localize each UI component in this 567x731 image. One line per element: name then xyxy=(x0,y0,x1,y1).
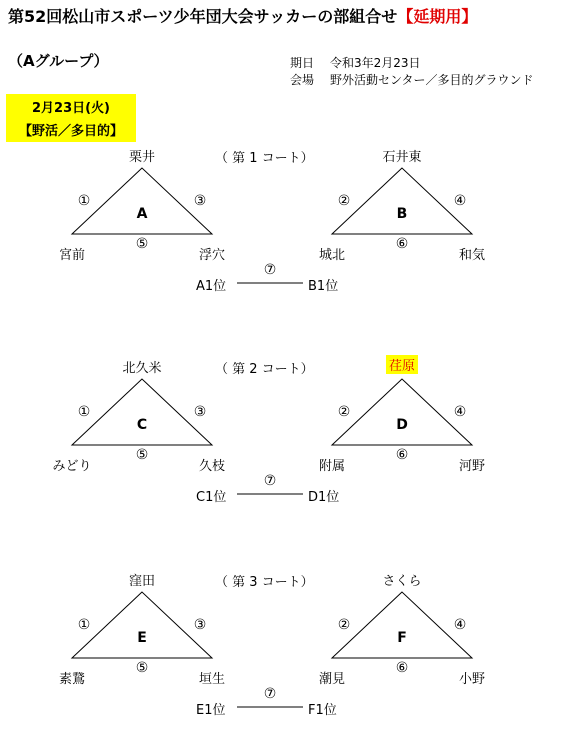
group-letter: E xyxy=(137,630,147,646)
team-bottom-left: 附属 xyxy=(318,459,346,474)
group-label: （Aグループ） xyxy=(8,52,109,70)
triangle-b xyxy=(332,168,472,234)
period-label: 期日 xyxy=(290,56,315,70)
team-bottom-left: 城北 xyxy=(318,248,346,263)
match-number: ③ xyxy=(193,193,207,209)
final-match-number: ⑦ xyxy=(263,473,277,489)
court-label-2: （ 第 2 コート） xyxy=(215,362,314,377)
title-main: 第52回松山市スポーツ少年団大会サッカーの部組合せ xyxy=(8,7,398,26)
match-number: ③ xyxy=(193,404,207,420)
match-number: ② xyxy=(337,404,351,420)
period-value: 令和3年2月23日 xyxy=(330,56,421,70)
final-right-rank: B1位 xyxy=(308,279,339,294)
team-top: 北久米 xyxy=(122,361,162,376)
final-match-number: ⑦ xyxy=(263,686,277,702)
match-number: ⑤ xyxy=(135,236,149,252)
final-left-rank: A1位 xyxy=(196,279,227,294)
match-number: ② xyxy=(337,193,351,209)
team-bottom-right: 垣生 xyxy=(198,672,226,687)
schedule-date: 2月23日(火) xyxy=(31,101,111,116)
team-bottom-left: 潮見 xyxy=(318,672,346,687)
group-letter: A xyxy=(136,206,148,222)
team-bottom-right: 小野 xyxy=(458,672,486,687)
team-top: 窪田 xyxy=(128,574,156,589)
match-number: ⑤ xyxy=(135,447,149,463)
team-top: さくら xyxy=(382,574,422,589)
team-top-highlighted: 荏原 xyxy=(386,355,418,374)
triangle-d xyxy=(332,379,472,445)
team-bottom-left: 宮前 xyxy=(58,248,86,263)
match-number: ① xyxy=(77,404,91,420)
group-letter: B xyxy=(396,206,408,222)
triangle-f xyxy=(332,592,472,658)
team-top: 石井東 xyxy=(382,150,422,165)
match-number: ④ xyxy=(453,617,467,633)
match-number: ⑥ xyxy=(395,236,409,252)
triangle-c xyxy=(72,379,212,445)
team-bottom-right: 和気 xyxy=(458,248,486,263)
final-left-rank: E1位 xyxy=(196,703,226,718)
venue-label: 会場 xyxy=(290,73,315,87)
final-right-rank: F1位 xyxy=(308,703,337,718)
match-number: ⑤ xyxy=(135,660,149,676)
final-right-rank: D1位 xyxy=(308,490,340,505)
group-letter: F xyxy=(397,630,407,646)
team-bottom-right: 久枝 xyxy=(198,459,226,474)
court-label-1: （ 第 1 コート） xyxy=(215,151,314,166)
match-number: ④ xyxy=(453,193,467,209)
title-highlight: 【延期用】 xyxy=(397,7,478,26)
final-left-rank: C1位 xyxy=(196,490,227,505)
group-letter: C xyxy=(136,417,148,433)
match-number: ⑥ xyxy=(395,660,409,676)
match-number: ④ xyxy=(453,404,467,420)
schedule-place: 【野活／多目的】 xyxy=(18,124,123,139)
team-bottom-left: みどり xyxy=(52,459,92,474)
match-number: ③ xyxy=(193,617,207,633)
team-bottom-left: 素鵞 xyxy=(58,672,86,687)
court-label-3: （ 第 3 コート） xyxy=(215,575,314,590)
match-number: ① xyxy=(77,193,91,209)
match-number: ② xyxy=(337,617,351,633)
team-top: 栗井 xyxy=(128,150,156,165)
group-letter: D xyxy=(396,417,408,433)
final-match-number: ⑦ xyxy=(263,262,277,278)
match-number: ① xyxy=(77,617,91,633)
triangle-e xyxy=(72,592,212,658)
match-number: ⑥ xyxy=(395,447,409,463)
triangle-a xyxy=(72,168,212,234)
team-bottom-right: 浮穴 xyxy=(198,248,226,263)
venue-value: 野外活動センター／多目的グラウンド xyxy=(330,73,534,87)
team-bottom-right: 河野 xyxy=(458,459,486,474)
